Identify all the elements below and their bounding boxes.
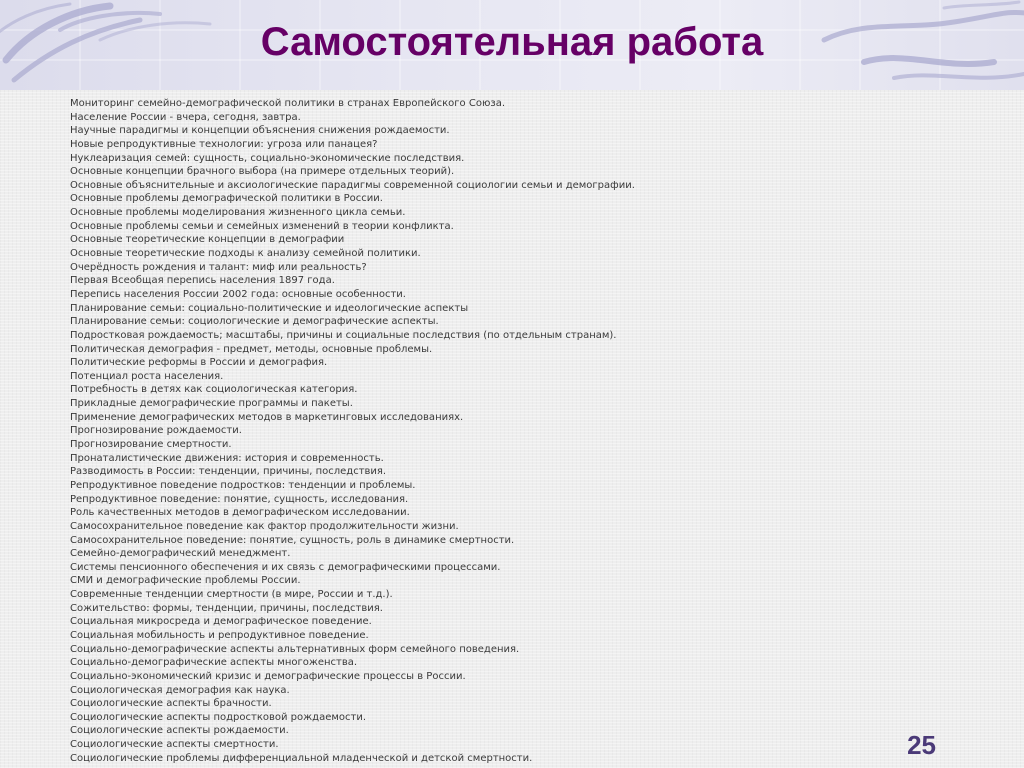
- topic-item: Применение демографических методов в маркетинговых исследованиях.: [70, 411, 464, 423]
- topic-item: Основные концепции брачного выбора (на примере отдельных теорий).: [70, 166, 455, 178]
- topic-item: Планирование семьи: социально-политические и идеологические аспекты: [70, 302, 469, 314]
- topic-item: Социальная микросреда и демографическое поведение.: [70, 616, 372, 628]
- topic-item: Основные проблемы семьи и семейных изменений в теории конфликта.: [70, 220, 454, 232]
- topic-item: Мониторинг семейно-демографической политики в странах Европейского Союза.: [70, 98, 505, 109]
- topic-item: Разводимость в России: тенденции, причины, последствия.: [70, 466, 387, 478]
- topic-item: Основные теоретические подходы к анализу семейной политики.: [70, 248, 421, 260]
- topic-item: Основные объяснительные и аксиологические парадигмы современной социологии семьи и демографии.: [70, 179, 635, 191]
- topic-item: Социологические аспекты смертности.: [70, 739, 279, 751]
- topic-item: Социально-демографические аспекты альтернативных форм семейного поведения.: [70, 643, 520, 655]
- topic-item: Население России - вчера, сегодня, завтра.: [70, 111, 301, 123]
- topic-item: Прикладные демографические программы и пакеты.: [70, 398, 353, 410]
- topic-item: Социологические аспекты рождаемости.: [70, 725, 289, 737]
- topic-item: Социальная мобильность и репродуктивное поведение.: [70, 629, 369, 641]
- topic-item: Репродуктивное поведение подростков: тенденции и проблемы.: [70, 479, 416, 491]
- topic-item: Политические реформы в России и демография.: [70, 357, 328, 369]
- topic-item: Потребность в детях как социологическая категория.: [70, 384, 358, 396]
- topic-item: Очерёдность рождения и талант: миф или реальность?: [70, 261, 367, 273]
- topic-item: Потенциал роста населения.: [70, 370, 224, 382]
- topic-item: Социально-экономический кризис и демографические процессы в России.: [70, 670, 466, 682]
- topic-item: Прогнозирование смертности.: [70, 439, 232, 451]
- topic-item: Первая Всеобщая перепись населения 1897 года.: [70, 275, 335, 287]
- topic-item: Политическая демография - предмет, методы, основные проблемы.: [70, 343, 433, 355]
- topic-item: Планирование семьи: социологические и демографические аспекты.: [70, 316, 439, 328]
- topic-item: Социологическая демография как наука.: [70, 684, 290, 696]
- topic-item: Новые репродуктивные технологии: угроза или панацея?: [70, 138, 378, 150]
- topic-item: Системы пенсионного обеспечения и их связь с демографическими процессами.: [70, 561, 501, 573]
- topic-item: Социально-демографические аспекты многоженства.: [70, 657, 358, 669]
- page-number: 25: [907, 730, 936, 760]
- topic-item: Пронаталистические движения: история и современность.: [70, 452, 384, 464]
- topic-item: Подростковая рождаемость; масштабы, причины и социальные последствия (по отдельным странам).: [70, 329, 617, 341]
- topic-item: Прогнозирование рождаемости.: [70, 425, 242, 437]
- topic-item: Нуклеаризация семей: сущность, социально-экономические последствия.: [70, 152, 465, 164]
- topic-item: Роль качественных методов в демографическом исследовании.: [70, 507, 410, 519]
- slide-title: Самостоятельная работа: [260, 20, 764, 64]
- topic-item: Современные тенденции смертности (в мире, России и т.д.).: [70, 589, 393, 601]
- topic-item: Репродуктивное поведение: понятие, сущность, исследования.: [70, 493, 409, 505]
- topic-item: Перепись населения России 2002 года: основные особенности.: [70, 288, 406, 300]
- topic-item: Научные парадигмы и концепции объяснения снижения рождаемости.: [70, 125, 450, 137]
- topic-item: Основные проблемы демографической политики в России.: [70, 193, 383, 205]
- topic-item: Самосохранительное поведение как фактор продолжительности жизни.: [70, 520, 459, 532]
- topic-item: Социологические аспекты подростковой рождаемости.: [70, 711, 367, 723]
- topic-item: Социологические аспекты брачности.: [70, 698, 272, 710]
- topic-item: СМИ и демографические проблемы России.: [70, 575, 301, 587]
- topic-item: Основные проблемы моделирования жизненного цикла семьи.: [70, 207, 406, 219]
- topic-item: Основные теоретические концепции в демографии: [70, 234, 345, 246]
- topics-list: [70, 97, 970, 765]
- topic-item: Семейно-демографический менеджмент.: [70, 548, 291, 560]
- topic-item: Социологические проблемы дифференциальной младенческой и детской смертности.: [70, 752, 533, 764]
- topic-item: Самосохранительное поведение: понятие, сущность, роль в динамике смертности.: [70, 534, 515, 546]
- topic-item: Сожительство: формы, тенденции, причины, последствия.: [70, 602, 383, 614]
